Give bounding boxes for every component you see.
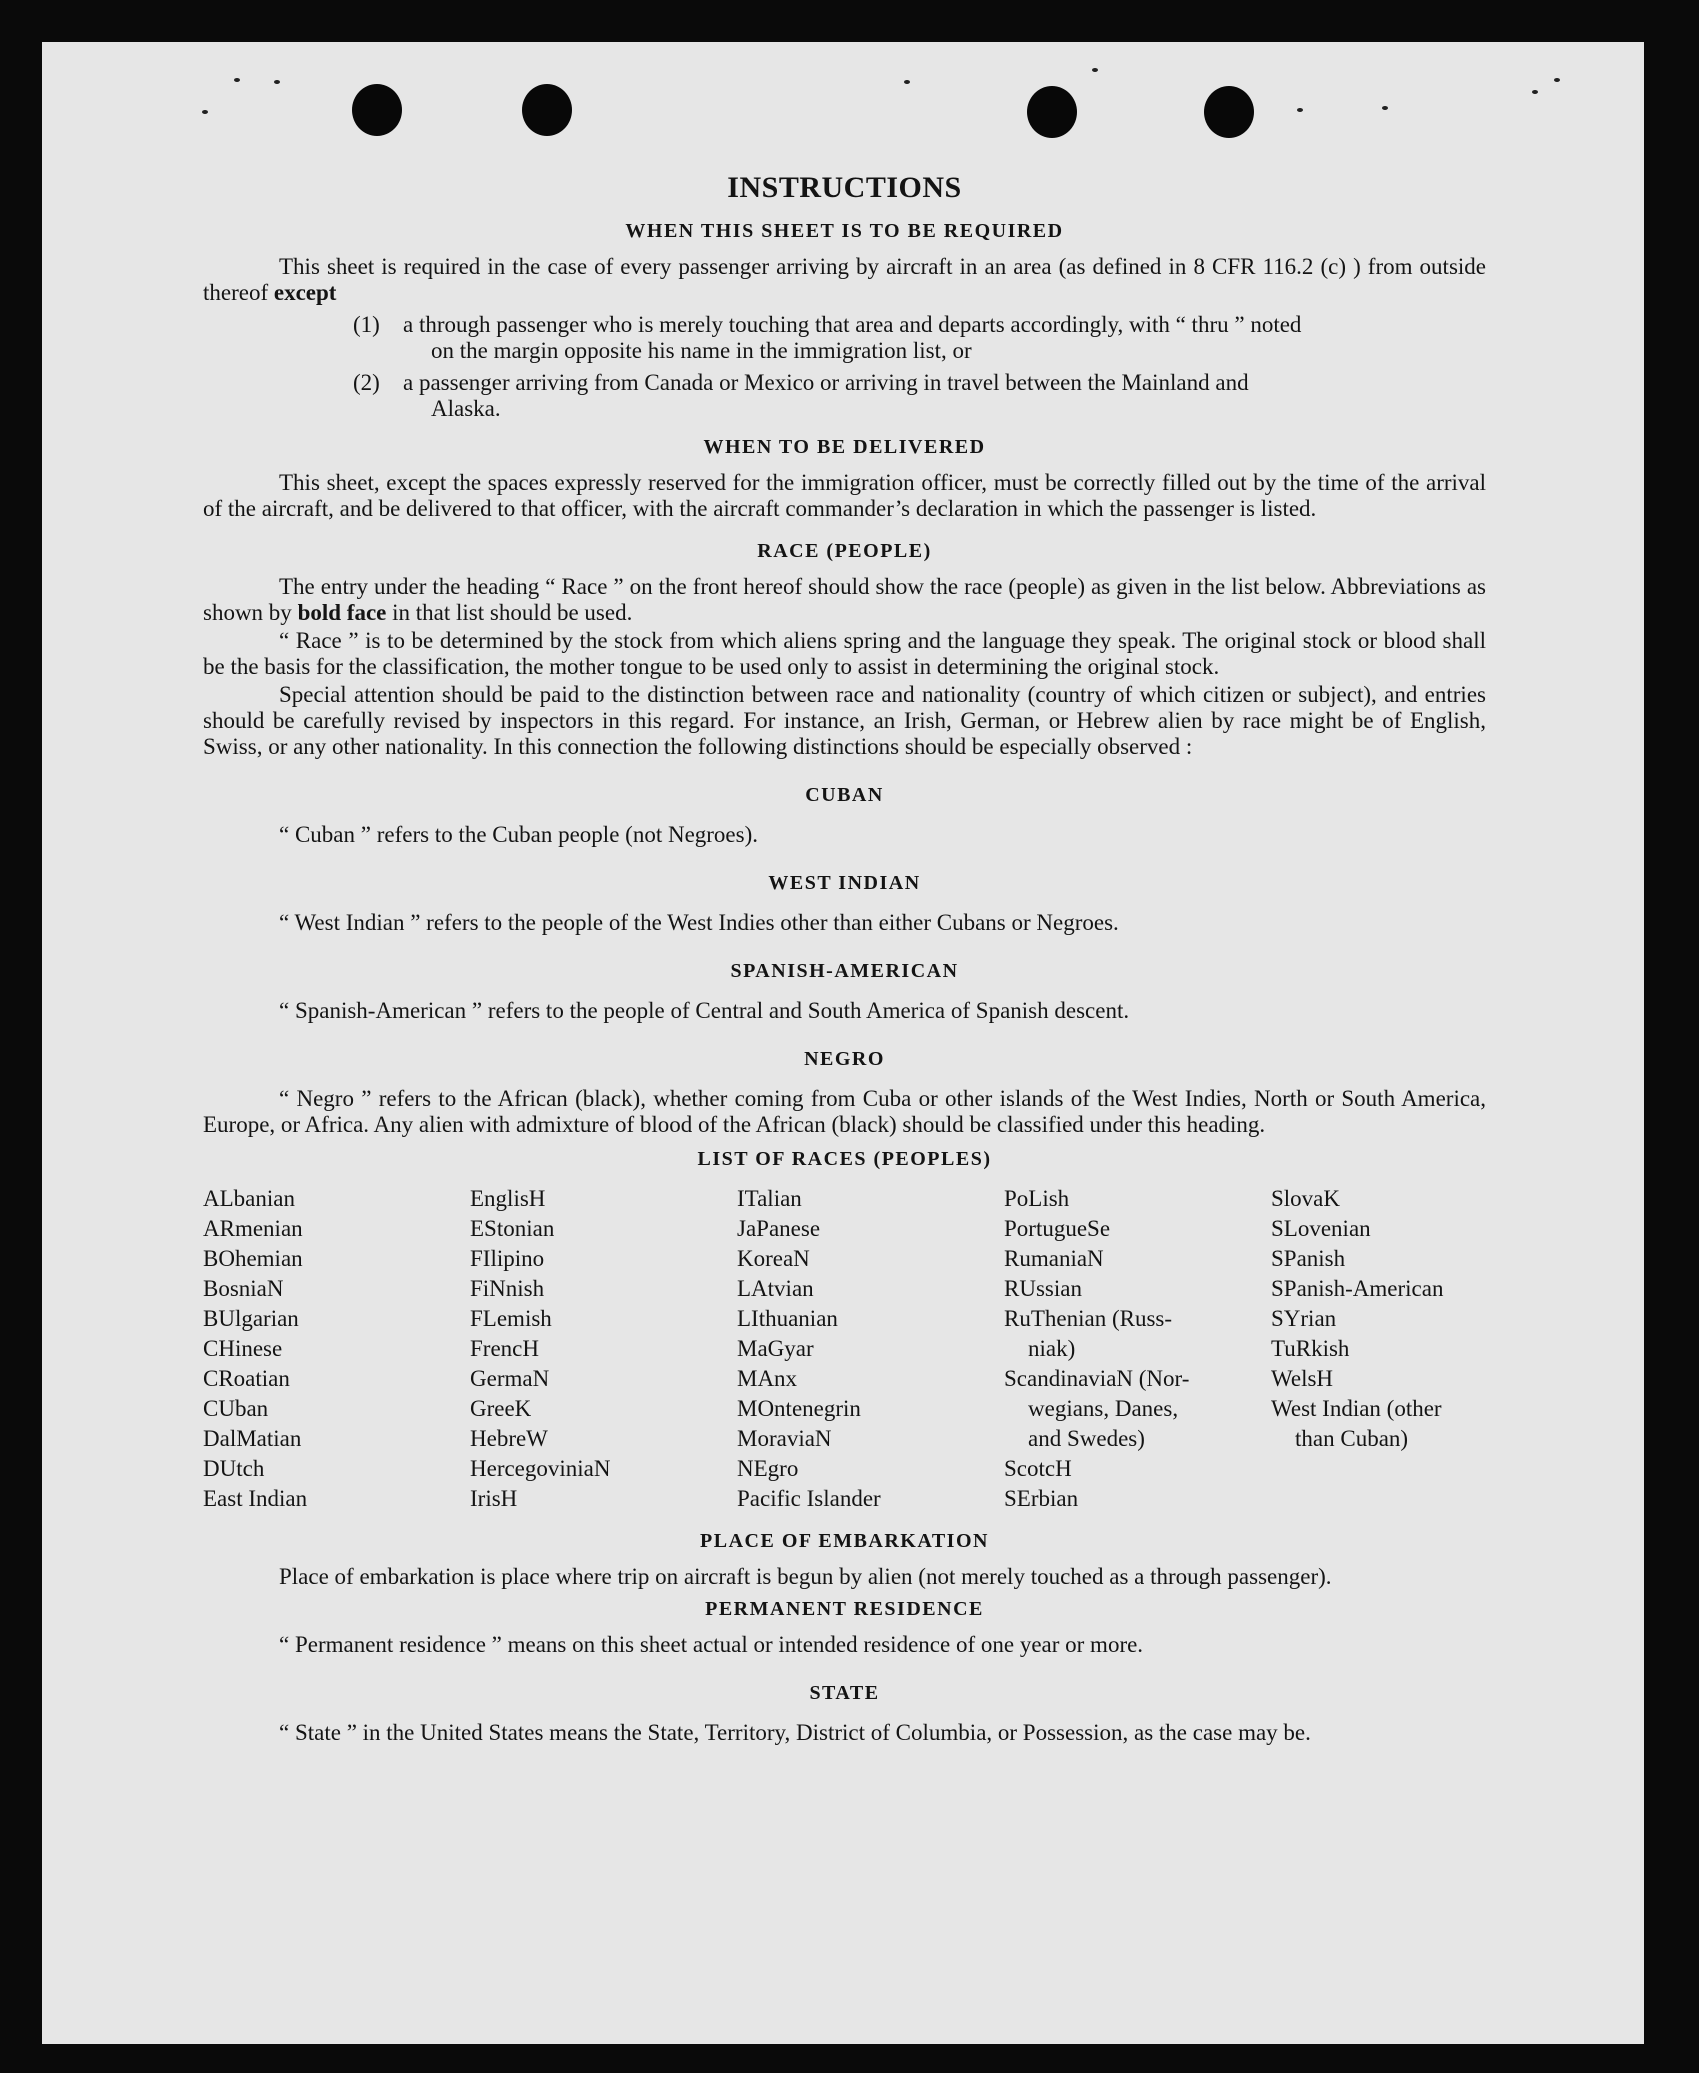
race-entry: SPanish-American	[1271, 1276, 1444, 1301]
paragraph-cuban: “ Cuban ” refers to the Cuban people (not Negroes).	[279, 822, 759, 847]
race-entry: WelsH	[1271, 1366, 1334, 1391]
heading-embarkation: PLACE OF EMBARKATION	[700, 1530, 989, 1552]
item-text	[403, 312, 1486, 364]
punch-hole	[1027, 86, 1077, 138]
speck	[1554, 78, 1560, 82]
speck	[1297, 108, 1303, 112]
race-entry: PortugueSe	[1004, 1216, 1111, 1241]
speck	[274, 80, 280, 84]
race-entry: PoLish	[1004, 1186, 1070, 1211]
race-entry: NEgro	[737, 1456, 799, 1481]
paragraph-west-indian: “ West Indian ” refers to the people of the West Indies other than either Cubans or Negroes.	[279, 910, 1119, 935]
text: This sheet is required in the case of every passenger arriving by aircraft in an area (as defined in 8 CFR 116.2 (c) ) from outside thereof	[203, 254, 1486, 305]
heading-negro: NEGRO	[804, 1048, 885, 1070]
race-entry: LIthuanian	[737, 1306, 838, 1331]
punch-hole	[522, 84, 572, 136]
page-title: INSTRUCTIONS	[727, 171, 962, 204]
race-entry: SPanish	[1271, 1246, 1346, 1271]
item-text	[403, 370, 1486, 422]
race-entry: DUtch	[203, 1456, 265, 1481]
paragraph-when-delivered: This sheet, except the spaces expressly reserved for the immigration officer, must be correctly filled out by the time of the arrival of the aircraft, and be delivered to that officer, with the aircraft commander’s declaration in which the passenger is listed.	[203, 470, 1486, 521]
heading-cuban: CUBAN	[805, 784, 884, 806]
race-entry: RumaniaN	[1004, 1246, 1104, 1271]
races-column-5	[1271, 1184, 1486, 1514]
race-entry: JaPanese	[737, 1216, 821, 1241]
race-entry: Pacific Islander	[737, 1486, 881, 1511]
paragraph-race-2: “ Race ” is to be determined by the stock from which aliens spring and the language they speak. The original stock or blood shall be the basis for the classification, the mother tongue to be used only to assist in determining the original stock.	[203, 628, 1486, 679]
speck	[1092, 68, 1098, 72]
race-line: West Indian (other	[1271, 1396, 1442, 1421]
race-entry: SErbian	[1004, 1486, 1079, 1511]
race-entry: DalMatian	[203, 1426, 302, 1451]
race-entry-west-indian	[1271, 1394, 1486, 1454]
race-entry: MOntenegrin	[737, 1396, 861, 1421]
item-line: a passenger arriving from Canada or Mexico or arriving in travel between the Mainland and	[403, 370, 1249, 395]
race-entry: CRoatian	[203, 1366, 290, 1391]
race-entry: FIlipino	[470, 1246, 545, 1271]
item-line: Alaska.	[431, 396, 501, 421]
race-entry: FLemish	[470, 1306, 552, 1331]
race-entry: SYrian	[1271, 1306, 1337, 1331]
race-entry: LAtvian	[737, 1276, 814, 1301]
race-entry: MaGyar	[737, 1336, 814, 1361]
speck	[202, 110, 208, 114]
race-entry: CUban	[203, 1396, 269, 1421]
race-entry: HebreW	[470, 1426, 548, 1451]
paragraph-race-3: Special attention should be paid to the distinction between race and nationality (country of which citizen or subject), and entries should be carefully revised by inspectors in this regard. For instance, an Irish, German, or Hebrew alien by race might be of English, Swiss, or any other nationality. In this connection the following distinctions should be especially observed :	[203, 682, 1486, 759]
race-entry: FiNnish	[470, 1276, 545, 1301]
item-line: on the margin opposite his name in the immigration list, or	[431, 338, 972, 363]
race-entry: KoreaN	[737, 1246, 810, 1271]
bold-text: bold face	[297, 600, 387, 625]
list-item	[353, 312, 1486, 364]
instructions-content	[203, 170, 1486, 1746]
race-entry: East Indian	[203, 1486, 308, 1511]
paragraph-embarkation: Place of embarkation is place where trip on aircraft is begun by alien (not merely touched as a through passenger).	[279, 1564, 1332, 1589]
race-line: than Cuban)	[1295, 1426, 1409, 1451]
text: The entry under the heading “ Race ” on the front hereof should show the race (people) as given in the list below. Abbreviations as shown by	[203, 574, 1486, 625]
heading-west-indian: WEST INDIAN	[768, 872, 921, 894]
speck	[234, 78, 240, 82]
race-entry-ruthenian	[1004, 1304, 1271, 1364]
race-entry: EnglisH	[470, 1186, 546, 1211]
item-line: a through passenger who is merely touching that area and departs accordingly, with “ thru ” noted	[403, 312, 1302, 337]
race-entry: ITalian	[737, 1186, 802, 1211]
heading-race: RACE (PEOPLE)	[757, 540, 932, 562]
races-column-4	[1004, 1184, 1271, 1514]
punch-hole	[352, 84, 402, 136]
races-column-1	[203, 1184, 470, 1514]
text: in that list should be used.	[392, 600, 633, 625]
heading-spanish-american: SPANISH-AMERICAN	[730, 960, 959, 982]
heading-permanent-residence: PERMANENT RESIDENCE	[705, 1598, 984, 1620]
paragraph-when-required	[203, 254, 1486, 306]
race-entry: ScotcH	[1004, 1456, 1072, 1481]
speck	[904, 80, 910, 84]
race-entry: MoraviaN	[737, 1426, 832, 1451]
race-line: and Swedes)	[1028, 1426, 1145, 1451]
paragraph-negro: “ Negro ” refers to the African (black), whether coming from Cuba or other islands of the West Indies, North or South America, Europe, or Africa. Any alien with admixture of blood of the African (black) should be classified under this heading.	[203, 1086, 1486, 1137]
paragraph-permanent-residence: “ Permanent residence ” means on this sheet actual or intended residence of one year or more.	[279, 1632, 1144, 1657]
race-entry: GreeK	[470, 1396, 532, 1421]
race-entry-scandinavian	[1004, 1364, 1271, 1454]
list-item	[353, 370, 1486, 422]
race-entry: GermaN	[470, 1366, 550, 1391]
paragraph-race-1	[203, 574, 1486, 626]
race-line: wegians, Danes,	[1028, 1396, 1179, 1421]
race-entry: BosniaN	[203, 1276, 284, 1301]
race-entry: FrencH	[470, 1336, 539, 1361]
race-entry: ALbanian	[203, 1186, 295, 1211]
race-entry: EStonian	[470, 1216, 555, 1241]
race-entry: ARmenian	[203, 1216, 303, 1241]
race-entry: IrisH	[470, 1486, 518, 1511]
speck	[1382, 106, 1388, 110]
heading-state: STATE	[809, 1682, 880, 1704]
item-number: (1)	[353, 312, 380, 337]
races-column-3	[737, 1184, 1004, 1514]
item-number: (2)	[353, 370, 380, 395]
heading-when-delivered: WHEN TO BE DELIVERED	[703, 436, 986, 458]
punch-hole	[1204, 86, 1254, 138]
race-line: niak)	[1028, 1336, 1076, 1361]
race-entry: HercegoviniaN	[470, 1456, 611, 1481]
races-list	[203, 1184, 1486, 1514]
race-entry: BUlgarian	[203, 1306, 299, 1331]
heading-list-of-races: LIST OF RACES (PEOPLES)	[697, 1148, 992, 1170]
race-line: ScandinaviaN (Nor-	[1004, 1366, 1190, 1391]
paragraph-state: “ State ” in the United States means the State, Territory, District of Columbia, or Possession, as the case may be.	[279, 1720, 1311, 1745]
race-entry: BOhemian	[203, 1246, 303, 1271]
race-line: RuThenian (Russ-	[1004, 1306, 1173, 1331]
bold-text: except	[273, 280, 337, 305]
races-column-2	[470, 1184, 737, 1514]
race-entry: RUssian	[1004, 1276, 1082, 1301]
race-entry: SlovaK	[1271, 1186, 1340, 1211]
speck	[1532, 90, 1538, 94]
race-entry: CHinese	[203, 1336, 283, 1361]
race-entry: MAnx	[737, 1366, 798, 1391]
heading-when-required: WHEN THIS SHEET IS TO BE REQUIRED	[625, 220, 1064, 242]
race-entry: TuRkish	[1271, 1336, 1350, 1361]
paragraph-spanish-american: “ Spanish-American ” refers to the people of Central and South America of Spanish descent.	[279, 998, 1130, 1023]
race-entry: SLovenian	[1271, 1216, 1371, 1241]
